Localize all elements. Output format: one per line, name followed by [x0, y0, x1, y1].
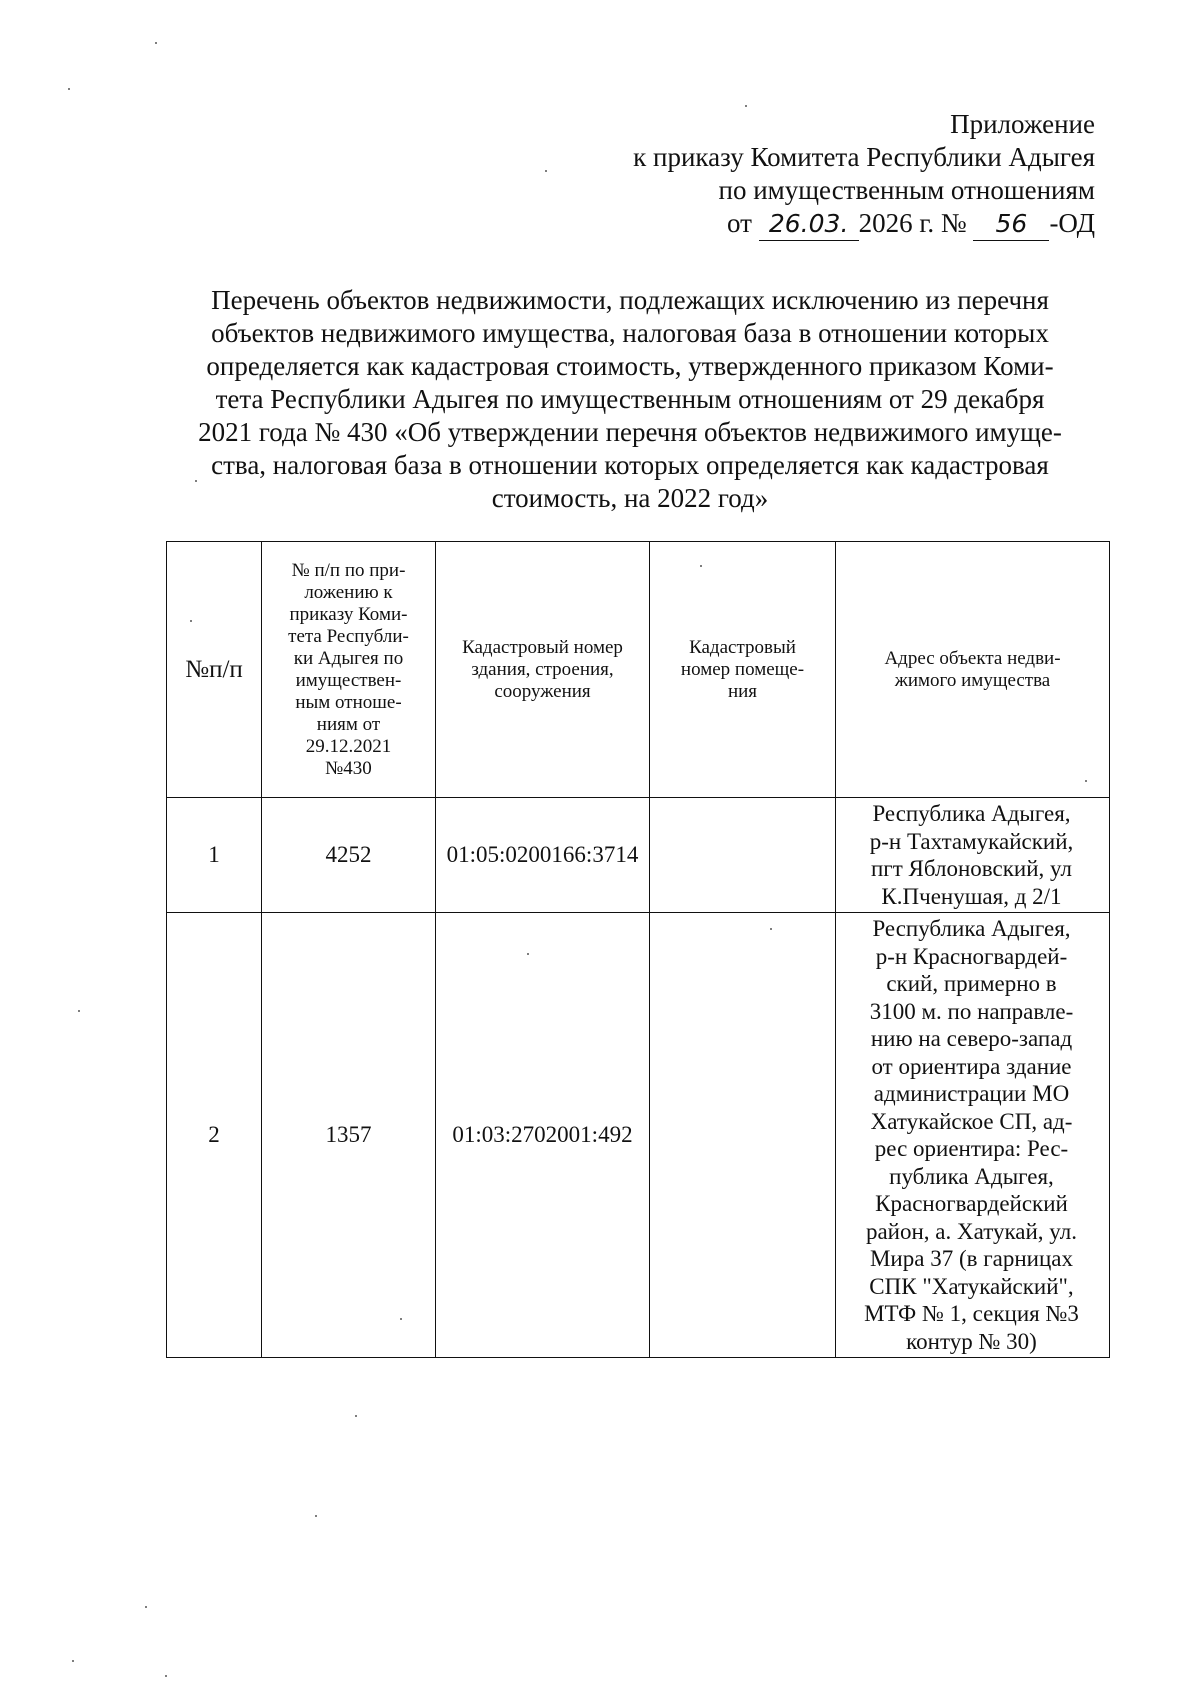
- header-line: № п/п по при-: [291, 559, 406, 581]
- cell-appendix-ref: 4252: [262, 798, 436, 913]
- address-line: пгт Яблоновский, ул: [871, 856, 1072, 881]
- title-line: ства, налоговая база в отношении которых определяется как кадастровая: [211, 450, 1049, 480]
- address-line: Республика Адыгея,: [872, 916, 1071, 941]
- table-row: [167, 913, 1110, 1358]
- title-line: стоимость, на 2022 год»: [491, 483, 769, 513]
- address-line: СПК "Хатукайский",: [869, 1273, 1074, 1299]
- scan-speck: [700, 565, 702, 567]
- scan-speck: [1085, 780, 1087, 782]
- address-line: 3100 м. по направле-: [869, 998, 1074, 1024]
- header-address: [836, 542, 1110, 798]
- scan-speck: [527, 953, 529, 955]
- address-line: публика Адыгея,: [889, 1163, 1054, 1189]
- year-text: 2026 г. №: [858, 208, 967, 238]
- address-line: от ориентира здание: [871, 1053, 1072, 1079]
- header-line: Кадастровый: [689, 636, 796, 658]
- header-appendix-ref: [262, 542, 436, 798]
- appendix-title: Приложение: [950, 109, 1095, 139]
- header-line: здания, строения,: [471, 658, 614, 680]
- scan-speck: [155, 42, 157, 44]
- scan-speck: [190, 620, 192, 622]
- cell-building-cadastral: 01:03:2702001:492: [436, 913, 650, 1358]
- cell-address: [836, 913, 1110, 1358]
- appendix-order-line: к приказу Комитета Республики Адыгея: [633, 142, 1095, 172]
- title-line: определяется как кадастровая стоимость, утвержденного приказом Коми-: [206, 351, 1054, 381]
- header-line: ложению к: [304, 581, 393, 603]
- appendix-committee-line: по имущественным отношениям: [718, 175, 1095, 205]
- cell-room-cadastral: [650, 913, 836, 1358]
- scan-speck: [195, 480, 197, 482]
- scan-speck: [78, 1010, 80, 1012]
- cell-address: [836, 798, 1110, 913]
- title-line: тета Республики Адыгея по имущественным отношениям от 29 декабря: [215, 384, 1045, 414]
- address-line: Красногвардейский: [875, 1191, 1068, 1216]
- cell-appendix-ref: 1357: [262, 913, 436, 1358]
- scan-speck: [315, 1515, 317, 1517]
- document-title: [175, 284, 1085, 515]
- address-line: р-н Тахтамукайский,: [869, 828, 1074, 854]
- header-line: ки Адыгея по: [293, 647, 404, 669]
- header-line: ния: [727, 680, 758, 702]
- header-line: номер помеще-: [680, 658, 805, 680]
- scan-speck: [165, 1675, 167, 1677]
- scan-speck: [745, 105, 747, 107]
- scan-speck: [68, 88, 70, 90]
- address-line: ский, примерно в: [886, 971, 1057, 996]
- cell-num: 2: [167, 913, 262, 1358]
- cell-building-cadastral: 01:05:0200166:3714: [436, 798, 650, 913]
- header-line: Кадастровый номер: [462, 636, 623, 658]
- address-line: Мира 37 (в гарницах: [869, 1246, 1073, 1271]
- scan-speck: [72, 1660, 74, 1662]
- objects-table: [166, 541, 1110, 1358]
- cell-num: 1: [167, 798, 262, 913]
- scan-speck: [400, 1318, 402, 1320]
- title-line: Перечень объектов недвижимости, подлежащих исключению из перечня: [211, 285, 1049, 315]
- header-line: ниям от: [316, 713, 381, 735]
- header-num: №п/п: [167, 542, 262, 798]
- appendix-block: [633, 108, 1095, 241]
- address-line: МТФ № 1, секция №3: [864, 1301, 1079, 1326]
- address-line: нию на северо-запад: [870, 1026, 1073, 1051]
- scan-speck: [545, 170, 547, 172]
- handwritten-date: 26.03.: [759, 207, 859, 241]
- appendix-date-line: [633, 207, 1095, 241]
- address-line: район, а. Хатукай, ул.: [865, 1218, 1078, 1244]
- address-line: К.Пченушая, д 2/1: [881, 883, 1062, 909]
- address-line: р-н Красногвардей-: [875, 943, 1068, 969]
- handwritten-order-number: 56: [973, 207, 1049, 241]
- header-building-cadastral: [436, 542, 650, 798]
- address-line: контур № 30): [906, 1328, 1037, 1354]
- scan-speck: [770, 928, 772, 930]
- header-line: ным отноше-: [295, 691, 402, 713]
- address-line: Хатукайское СП, ад-: [870, 1108, 1073, 1134]
- order-suffix: -ОД: [1049, 208, 1095, 238]
- header-line: сооружения: [494, 680, 591, 702]
- table-row: [167, 798, 1110, 913]
- header-room-cadastral: [650, 542, 836, 798]
- header-line: приказу Коми-: [289, 603, 408, 625]
- header-line: 29.12.2021: [305, 735, 392, 757]
- header-line: тета Республи-: [288, 625, 409, 647]
- address-line: администрации МО: [873, 1081, 1070, 1106]
- address-line: Республика Адыгея,: [872, 801, 1071, 826]
- cell-room-cadastral: [650, 798, 836, 913]
- header-line: Адрес объекта недви-: [884, 647, 1061, 669]
- header-line: №430: [325, 757, 372, 779]
- table-header-row: [167, 542, 1110, 798]
- title-line: 2021 года № 430 «Об утверждении перечня объектов недвижимого имуще-: [198, 417, 1062, 447]
- scan-speck: [145, 1606, 147, 1608]
- scan-speck: [355, 1415, 357, 1417]
- header-line: жимого имущества: [894, 669, 1051, 691]
- date-prefix: от: [726, 208, 752, 238]
- header-line: имуществен-: [295, 669, 402, 691]
- address-line: рес ориентира: Рес-: [874, 1136, 1069, 1161]
- title-line: объектов недвижимого имущества, налоговая база в отношении которых: [211, 318, 1049, 348]
